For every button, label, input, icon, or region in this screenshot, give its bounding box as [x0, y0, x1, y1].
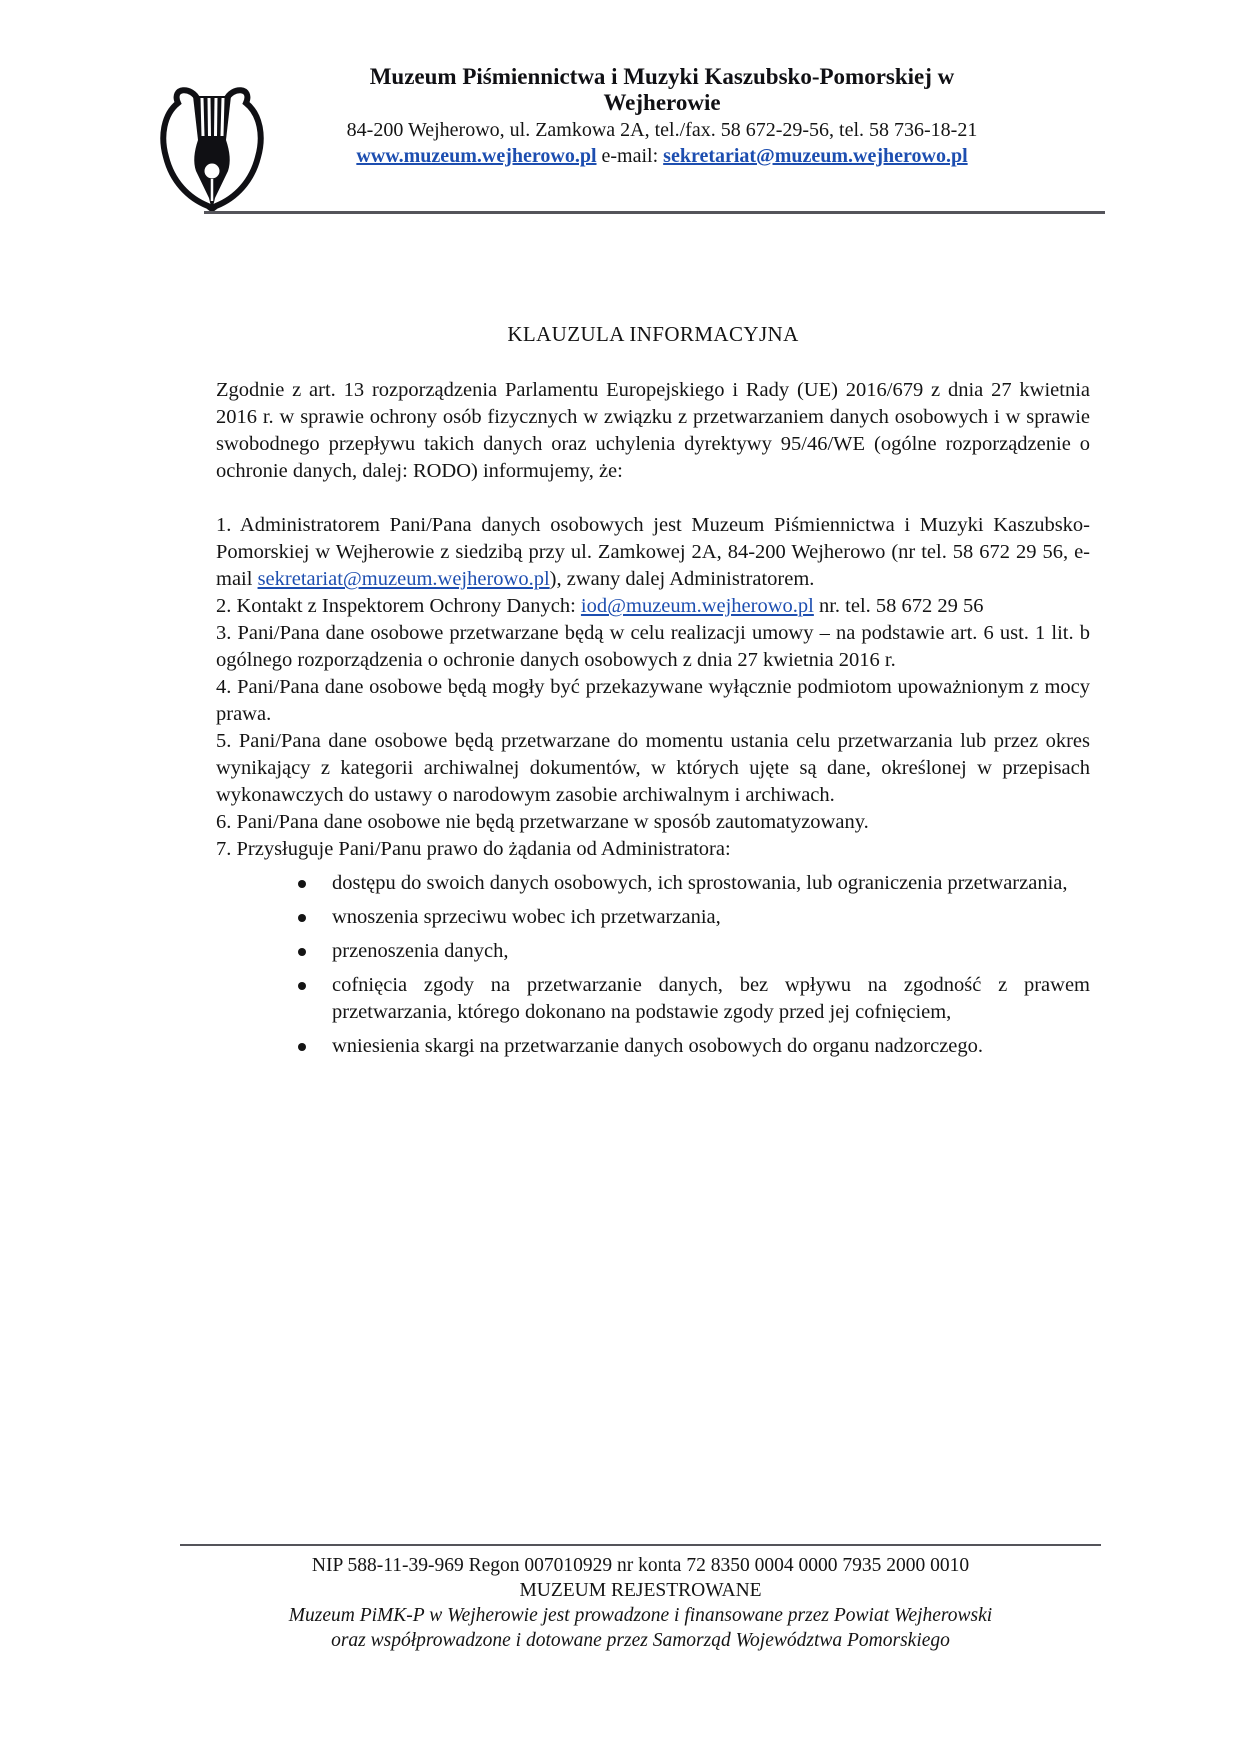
rights-bullet-list [216, 870, 1090, 1060]
clause-item-3: 3. Pani/Pana dane osobowe przetwarzane będą w celu realizacji umowy – na podstawie art. 6 ust. 1 lit. b ogólnego rozporządzenia o ochronie danych osobowych z dnia 27 kwietnia 2016 r. [216, 622, 1090, 671]
museum-address: 84-200 Wejherowo, ul. Zamkowa 2A, tel./fax. 58 672-29-56, tel. 58 736-18-21 [346, 119, 978, 141]
footer-registration-numbers: NIP 588-11-39-969 Regon 007010929 nr konta 72 8350 0004 0000 7935 2000 0010 [311, 1555, 970, 1576]
list-item [216, 972, 1090, 1026]
footer-funding-line1: Muzeum PiMK-P w Wejherowie jest prowadzone i finansowane przez Powiat Wejherowski [288, 1605, 993, 1626]
museum-name-line1: Muzeum Piśmiennictwa i Muzyki Kaszubsko-Pomorskiej w [369, 64, 955, 89]
list-item [216, 904, 1090, 931]
administrator-email-link[interactable]: sekretariat@muzeum.wejherowo.pl [257, 568, 550, 590]
clause-1-text-end: ), zwany dalej Administratorem. [549, 568, 815, 590]
museum-logo [157, 84, 267, 216]
email-label: e-mail: [596, 145, 664, 167]
bullet-icon [298, 982, 306, 990]
bullet-text: cofnięcia zgody na przetwarzanie danych, bez wpływu na zgodność z prawem przetwarzania, którego dokonano na podstawie zgody przed jej cofnięciem, [332, 974, 1090, 1023]
iod-email-link[interactable]: iod@muzeum.wejherowo.pl [580, 595, 814, 617]
bullet-icon [298, 1043, 306, 1051]
clause-item-2 [216, 593, 1090, 620]
bullet-icon [298, 880, 306, 888]
header-divider [204, 211, 1105, 214]
clause-2-text: 2. Kontakt z Inspektorem Ochrony Danych: [216, 595, 581, 617]
clause-2-text-end: nr. tel. 58 672 29 56 [813, 595, 984, 617]
header-email-link[interactable]: sekretariat@muzeum.wejherowo.pl [663, 145, 968, 167]
clause-item-1 [216, 512, 1090, 593]
clause-item-4: 4. Pani/Pana dane osobowe będą mogły być przekazywane wyłącznie podmiotom upoważnionym z mocy prawa. [216, 676, 1090, 725]
bullet-text: dostępu do swoich danych osobowych, ich sprostowania, lub ograniczenia przetwarzania, [332, 872, 1068, 894]
document-body [216, 377, 1090, 1060]
clause-item-5: 5. Pani/Pana dane osobowe będą przetwarzane do momentu ustania celu przetwarzania lub przez okres wynikający z kategorii archiwalnej dokumentów, w których ujęte są dane, określonej w przepisach wykonawczych do ustawy o narodowym zasobie archiwalnym i archiwach. [216, 730, 1090, 806]
lyre-pen-nib-icon [157, 84, 267, 214]
list-item [216, 870, 1090, 897]
bullet-icon [298, 948, 306, 956]
letterhead [262, 64, 1062, 169]
clause-item-6: 6. Pani/Pana dane osobowe nie będą przetwarzane w sposób zautomatyzowany. [216, 811, 869, 833]
clause-1-text: 1. Administratorem Pani/Pana danych osobowych jest Muzeum Piśmiennictwa i Muzyki Kaszubsko-Pomorskiej w Wejherowie z siedzibą przy ul. Zamkowej 2A, 84-200 Wejherowo (nr tel. 58 672 29 56, e-mail [216, 514, 1090, 590]
intro-paragraph: Zgodnie z art. 13 rozporządzenia Parlamentu Europejskiego i Rady (UE) 2016/679 z dnia 27 kwietnia 2016 r. w sprawie ochrony osób fizycznych w związku z przetwarzaniem danych osobowych i w sprawie swobodnego przepływu takich danych oraz uchylenia dyrektywy 95/46/WE (ogólne rozporządzenie o ochronie danych, dalej: RODO) informujemy, że: [216, 379, 1090, 482]
footer-divider [180, 1544, 1101, 1546]
page-title: KLAUZULA INFORMACYJNA [507, 322, 799, 346]
website-link[interactable]: www.muzeum.wejherowo.pl [356, 145, 597, 167]
bullet-text: przenoszenia danych, [332, 940, 509, 962]
bullet-text: wniesienia skargi na przetwarzanie danych osobowych do organu nadzorczego. [332, 1035, 984, 1057]
bullet-icon [298, 914, 306, 922]
clause-item-7: 7. Przysługuje Pani/Panu prawo do żądania od Administratora: [216, 838, 731, 860]
footer-funding-line2: oraz współprowadzone i dotowane przez Samorząd Województwa Pomorskiego [331, 1630, 950, 1651]
list-item [216, 1033, 1090, 1060]
museum-name-line2: Wejherowie [603, 90, 721, 115]
page-footer [180, 1544, 1101, 1653]
footer-registered-museum: MUZEUM REJESTROWANE [519, 1580, 762, 1601]
bullet-text: wnoszenia sprzeciwu wobec ich przetwarzania, [332, 906, 721, 928]
list-item [216, 938, 1090, 965]
museum-contact-links [262, 143, 1062, 169]
